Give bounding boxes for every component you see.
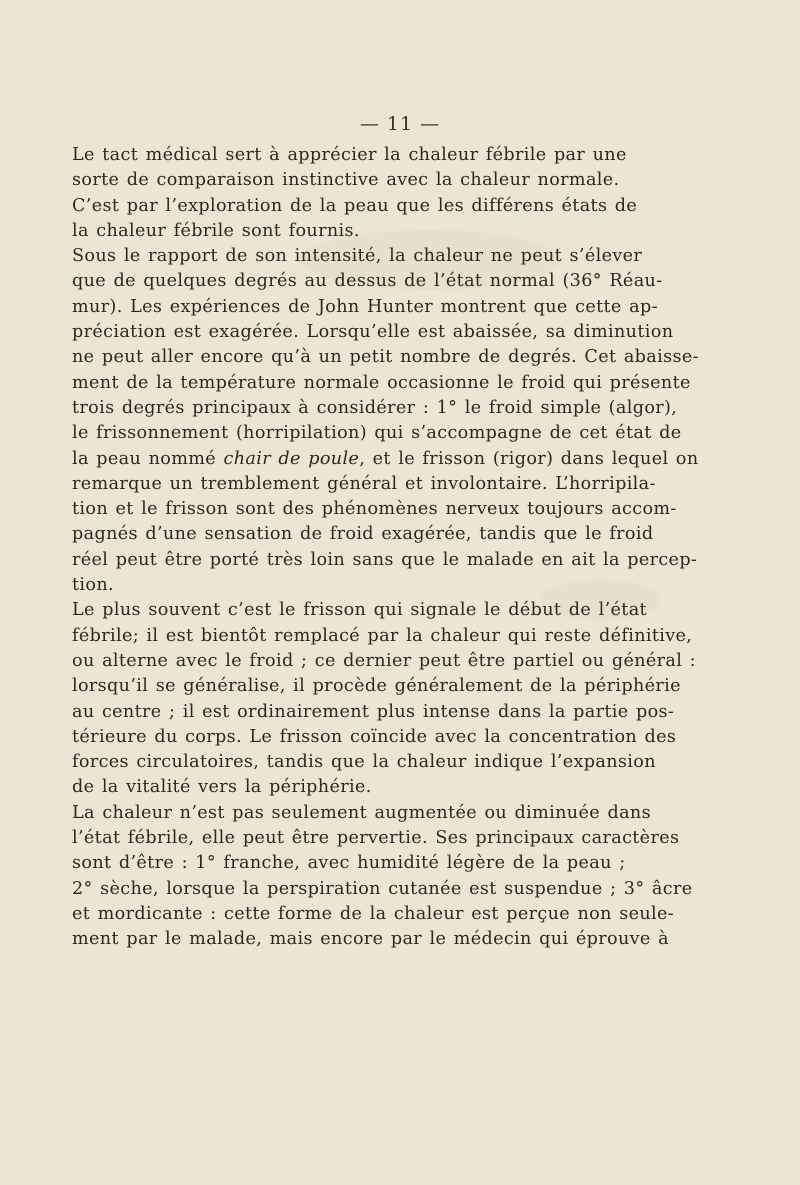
text-line: tion.	[72, 575, 114, 596]
italic-term: chair de poule	[223, 448, 360, 469]
text-line: ne peut aller encore qu’à un petit nombre de degrés. Cet abaisse-	[72, 347, 699, 368]
text-line: sont d’être : 1° franche, avec humidité légère de la peau ;	[72, 853, 626, 874]
text-line: forces circulatoires, tandis que la chaleur indique l’expansion	[72, 752, 656, 773]
text-line: ment de la température normale occasionne le froid qui présente	[72, 372, 691, 393]
text-line: l’état fébrile, elle peut être pervertie. Ses principaux caractères	[72, 828, 680, 849]
paragraph-4	[53, 598, 696, 800]
text-line: et mordicante : cette forme de la chaleur est perçue non seule-	[72, 903, 675, 924]
paragraph-5	[53, 801, 693, 953]
text-line: le frissonnement (horripilation) qui s’accompagne de cet état de	[72, 423, 682, 444]
text-line: tion et le frisson sont des phénomènes nerveux toujours accom-	[72, 499, 677, 520]
page-number: — 11 —	[359, 113, 441, 135]
text-line: ou alterne avec le froid ; ce dernier peut être partiel ou général :	[72, 650, 696, 671]
text-line: la chaleur fébrile sont fournis.	[72, 220, 360, 241]
text-line: ment par le malade, mais encore par le médecin qui éprouve à	[72, 929, 669, 950]
text-line: sorte de comparaison instinctive avec la chaleur normale.	[72, 170, 620, 191]
text-line: réel peut être porté très loin sans que le malade en ait la percep-	[72, 549, 698, 570]
text-line: de la vitalité vers la périphérie.	[72, 777, 372, 798]
text-fragment: la peau nommé	[72, 448, 224, 469]
text-line: trois degrés principaux à considérer : 1° le froid simple (algor),	[72, 397, 678, 418]
text-line: lorsqu’il se généralise, il procède généralement de la périphérie	[72, 676, 681, 697]
text-line: fébrile; il est bientôt remplacé par la chaleur qui reste définitive,	[72, 625, 693, 646]
text-line: 2° sèche, lorsque la perspiration cutanée est suspendue ; 3° âcre	[72, 878, 693, 899]
text-line: Le plus souvent c’est le frisson qui signale le début de l’état	[72, 600, 647, 621]
paragraph-1	[53, 143, 627, 194]
text-line: remarque un tremblement général et involontaire. L’horripila-	[72, 473, 656, 494]
paragraph-3	[53, 244, 699, 598]
text-line: La chaleur n’est pas seulement augmentée ou diminuée dans	[72, 802, 651, 823]
text-line: que de quelques degrés au dessus de l’état normal (36° Réau-	[72, 271, 663, 292]
text-line: pagnés d’une sensation de froid exagérée, tandis que le froid	[72, 524, 654, 545]
text-line: Le tact médical sert à apprécier la chaleur fébrile par une	[72, 145, 627, 165]
body-text	[53, 143, 699, 953]
text-line: préciation est exagérée. Lorsqu’elle est abaissée, sa diminution	[72, 322, 674, 343]
text-line: au centre ; il est ordinairement plus intense dans la partie pos-	[72, 701, 675, 722]
text-line: mur). Les expériences de John Hunter montrent que cette ap-	[72, 296, 658, 317]
text-line: térieure du corps. Le frisson coïncide avec la concentration des	[72, 726, 677, 747]
paragraph-2	[53, 194, 638, 245]
text-line: C’est par l’exploration de la peau que les différens états de	[72, 195, 638, 216]
text-fragment: , et le frisson (rigor) dans lequel on	[359, 448, 699, 469]
text-line: Sous le rapport de son intensité, la chaleur ne peut s’élever	[72, 246, 643, 267]
text-line-with-italic	[53, 447, 699, 472]
